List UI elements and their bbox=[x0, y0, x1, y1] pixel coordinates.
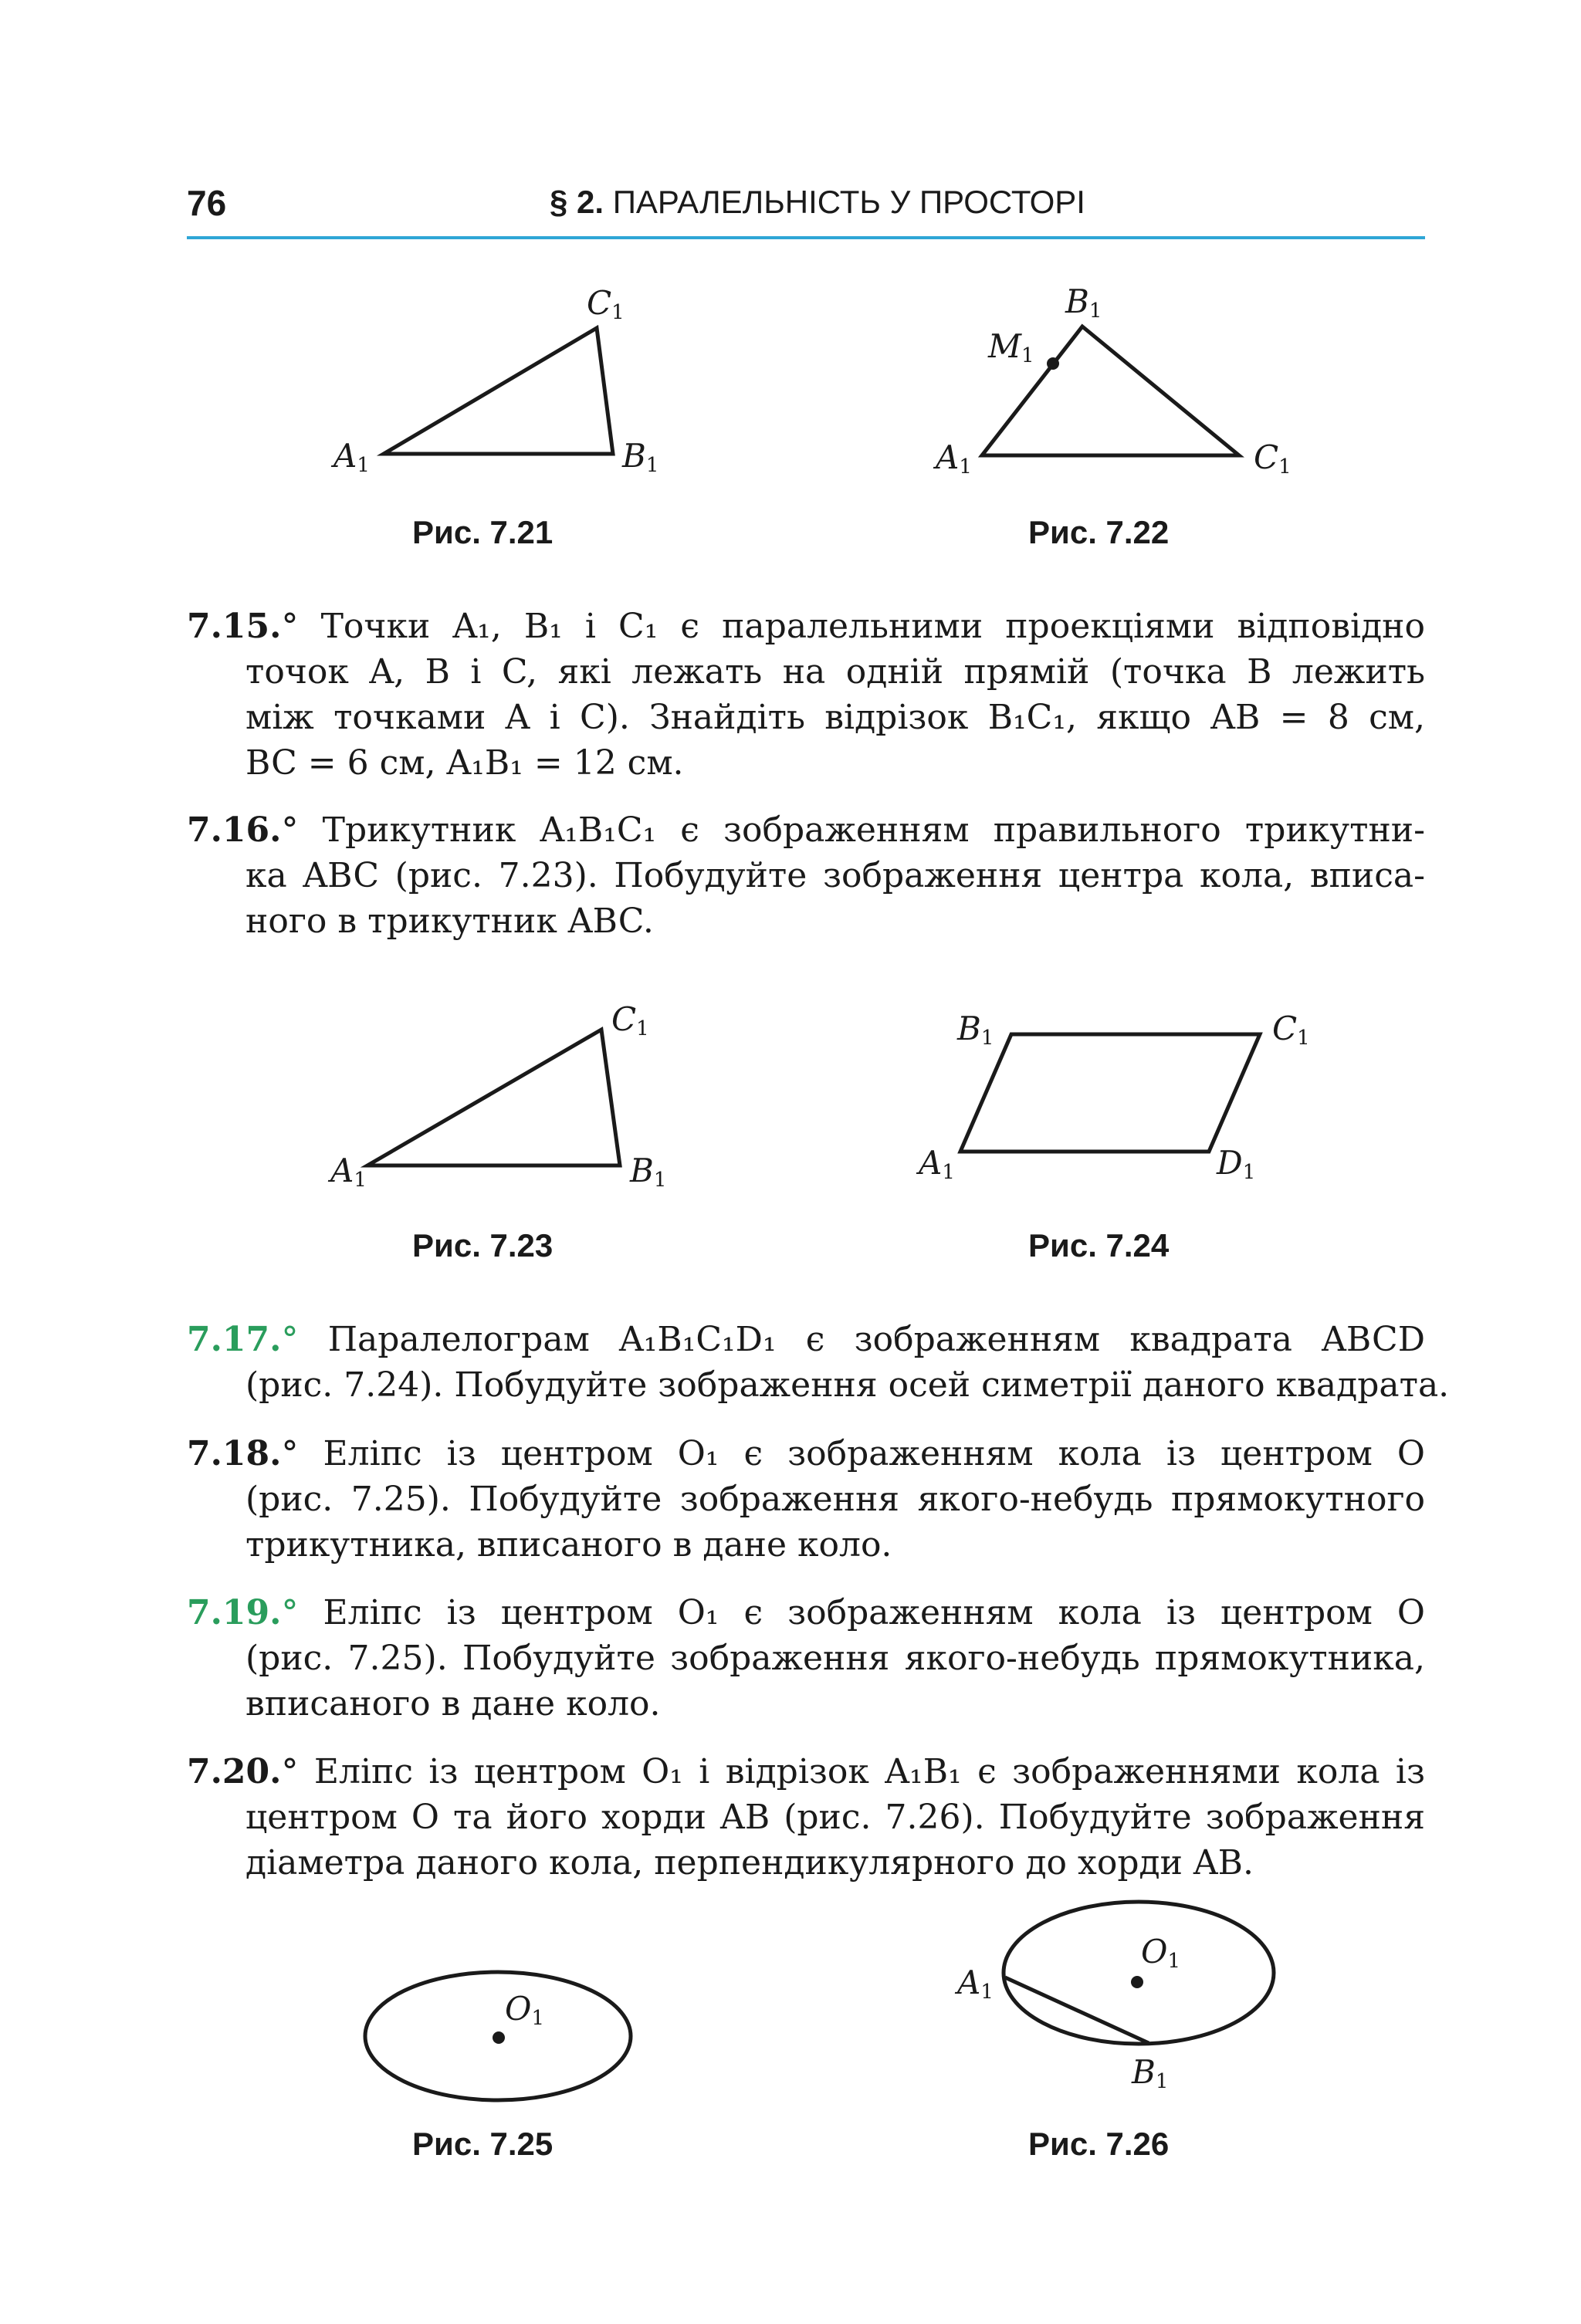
problem-line: вписаного в дане коло. bbox=[245, 1684, 661, 1724]
problem-line: (рис. 7.25). Побудуйте зображення якого-небудь прямокутника, bbox=[245, 1639, 1425, 1678]
problem-line: Паралелограм A₁B₁C₁D₁ є зображенням квадрата ABCD bbox=[327, 1320, 1425, 1359]
label-b1: $B_1$ bbox=[630, 1152, 667, 1192]
label-a1: $A_1$ bbox=[957, 1964, 994, 2004]
caption-7-25: Рис. 7.25 bbox=[412, 2126, 554, 2162]
problem-line: ного в трикутник ABC. bbox=[245, 902, 654, 941]
problem-7-16: 7.16.° Трикутник A₁B₁C₁ є зображенням правильного трикутни- ка ABC (рис. 7.23). Побудуйте зображення центра кола, вписа- ного в трикутник ABC. bbox=[187, 807, 1425, 944]
problem-number: 7.17. bbox=[187, 1320, 282, 1359]
problem-7-19: 7.19.° Еліпс із центром O₁ є зображенням кола із центром O (рис. 7.25). Побудуйте зображення якого-небудь прямокутника, вписаного в дане коло. bbox=[187, 1590, 1425, 1727]
problem-line: (рис. 7.24). Побудуйте зображення осей симетрії даного квадрата. bbox=[245, 1365, 1450, 1405]
problem-line: ка ABC (рис. 7.23). Побудуйте зображення центра кола, вписа- bbox=[245, 856, 1425, 895]
problem-line: діаметра даного кола, перпендикулярного до хорди AB. bbox=[245, 1843, 1254, 1883]
label-c1: $C_1$ bbox=[1254, 438, 1292, 479]
section-mark: § 2. bbox=[550, 184, 604, 220]
problem-7-17: 7.17.° Паралелограм A₁B₁C₁D₁ є зображенням квадрата ABCD (рис. 7.24). Побудуйте зображення осей симетрії даного квадрата. bbox=[187, 1317, 1425, 1408]
page-number: 76 bbox=[187, 183, 227, 223]
caption-7-23: Рис. 7.23 bbox=[412, 1227, 554, 1263]
problem-line: Трикутник A₁B₁C₁ є зображенням правильного трикутни- bbox=[322, 810, 1425, 850]
label-a1: $A_1$ bbox=[330, 1152, 367, 1192]
ellipse-o1 bbox=[1004, 1902, 1274, 2044]
label-b1: $B_1$ bbox=[1065, 282, 1102, 323]
caption-7-21: Рис. 7.21 bbox=[412, 514, 554, 550]
section-title-text: ПАРАЛЕЛЬНІСТЬ У ПРОСТОРІ bbox=[612, 184, 1085, 220]
problem-line: Еліпс із центром O₁ і відрізок A₁B₁ є зображеннями кола із bbox=[313, 1752, 1425, 1791]
problem-number: 7.15. bbox=[187, 607, 282, 646]
problem-number: 7.20. bbox=[187, 1752, 282, 1791]
caption-7-22: Рис. 7.22 bbox=[1028, 514, 1170, 550]
problem-7-18: 7.18.° Еліпс із центром O₁ є зображенням кола із центром O (рис. 7.25). Побудуйте зображення якого-небудь прямокутного трикутника, вписаного в дане коло. bbox=[187, 1431, 1425, 1568]
problem-line: центром O та його хорди AB (рис. 7.26). Побудуйте зображення bbox=[245, 1798, 1425, 1837]
label-a1: $A_1$ bbox=[936, 438, 972, 479]
label-c1: $C_1$ bbox=[587, 284, 625, 324]
problem-7-15: 7.15.° Точки A₁, B₁ і C₁ є паралельними проекціями відповідно точок A, B і C, які лежать на одній прямій (точка B лежить між точками A і C). Знайдіть відрізок B₁C₁, якщо AB = 8 см, BC = 6 см, A₁B₁ = 12 см. bbox=[187, 604, 1425, 786]
label-b1: $B_1$ bbox=[1132, 2053, 1169, 2093]
label-a1: $A_1$ bbox=[333, 437, 370, 477]
problem-number: 7.18. bbox=[187, 1434, 282, 1473]
label-a1: $A_1$ bbox=[919, 1144, 955, 1184]
problem-line: BC = 6 см, A₁B₁ = 12 см. bbox=[245, 743, 684, 783]
problem-line: точок A, B і C, які лежать на одній прямій (точка B лежить bbox=[245, 652, 1425, 692]
problem-number: 7.16. bbox=[187, 810, 282, 850]
label-d1: $D_1$ bbox=[1217, 1144, 1256, 1184]
problem-line: Еліпс із центром O₁ є зображенням кола із центром O bbox=[323, 1593, 1425, 1632]
problem-7-20: 7.20.° Еліпс із центром O₁ і відрізок A₁B₁ є зображеннями кола із центром O та його хорди AB (рис. 7.26). Побудуйте зображення діаметра даного кола, перпендикулярного до хорди AB. bbox=[187, 1749, 1425, 1886]
label-o1: $O_1$ bbox=[1141, 1933, 1180, 1973]
label-c1: $C_1$ bbox=[611, 1000, 649, 1040]
center-o1 bbox=[1131, 1976, 1143, 1988]
label-b1: $B_1$ bbox=[622, 437, 659, 477]
problem-line: (рис. 7.25). Побудуйте зображення якого-небудь прямокутного bbox=[245, 1480, 1425, 1519]
problem-number: 7.19. bbox=[187, 1593, 282, 1632]
problem-line: між точками A і C). Знайдіть відрізок B₁C₁, якщо AB = 8 см, bbox=[245, 698, 1425, 737]
caption-7-24: Рис. 7.24 bbox=[1028, 1227, 1170, 1263]
caption-7-26: Рис. 7.26 bbox=[1028, 2126, 1170, 2162]
problem-line: трикутника, вписаного в дане коло. bbox=[245, 1525, 892, 1565]
problem-line: Еліпс із центром O₁ є зображенням кола із центром O bbox=[323, 1434, 1425, 1473]
label-b1: $B_1$ bbox=[957, 1010, 994, 1050]
label-m1: $M_1$ bbox=[988, 327, 1034, 367]
label-c1: $C_1$ bbox=[1272, 1010, 1310, 1050]
label-o1: $O_1$ bbox=[505, 1990, 544, 2030]
problem-line: Точки A₁, B₁ і C₁ є паралельними проекціями відповідно bbox=[320, 607, 1425, 646]
